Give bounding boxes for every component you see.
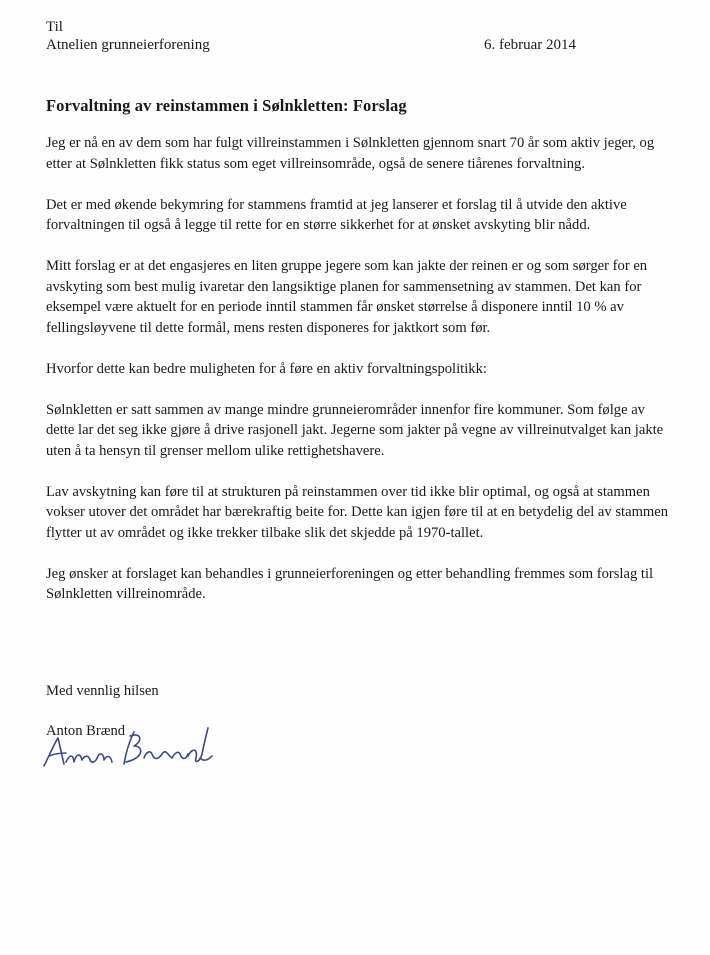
recipient: Atnelien grunneierforening [46, 37, 210, 53]
paragraph: Jeg er nå en av dem som har fulgt villreinstammen i Sølnkletten gjennom snart 70 år som aktiv jeger, og etter at Sølnkletten fikk status som eget villreinsområde, også de senere tiårenes forvaltning. [46, 135, 655, 172]
closing: Med vennlig hilsen [46, 683, 159, 699]
handwritten-signature [40, 718, 220, 778]
to-label: Til [46, 19, 63, 35]
paragraph: Mitt forslag er at det engasjeres en liten gruppe jegere som kan jakte der reinen er og som sørger for en avskyting som best mulig ivaretar den langsiktige planen for sammensetning av stammen. Det kan for eksempel være aktuelt for en periode inntil stammen får ønsket størrelse å disponere inntil 10 % av fellingsløyvene til dette formål, mens resten disponeres for jaktkort som før. [46, 258, 648, 336]
paragraph: Det er med økende bekymring for stammens framtid at jeg lanserer et forslag til å utvide den aktive forvaltningen til også å legge til rette for en større sikkerhet for at ønsket avskyting blir nådd. [46, 196, 627, 233]
letter-body [46, 133, 676, 625]
signer-name: Anton Brænd [46, 723, 126, 739]
paragraph: Hvorfor dette kan bedre muligheten for å føre en aktiv forvaltningspolitikk: [46, 360, 487, 377]
paragraph: Sølnkletten er satt sammen av mange mindre grunneierområder innenfor fire kommuner. Som følge av dette lar det seg ikke gjøre å drive rasjonell jakt. Jegerne som jakter på vegne av villreinutvalget kan jakte uten å ta hensyn til grenser mellom ulike rettighetshavere. [46, 401, 664, 459]
paragraph: Jeg ønsker at forslaget kan behandles i grunneierforeningen og etter behandling fremmes som forslag til Sølnkletten villreinområde. [46, 565, 654, 602]
letter-date: 6. februar 2014 [484, 37, 577, 53]
letter-title: Forvaltning av reinstammen i Sølnkletten: Forslag [46, 96, 407, 115]
paragraph: Lav avskytning kan føre til at strukturen på reinstammen over tid ikke blir optimal, og også at stammen vokser utover det området har bærekraftig beite for. Dette kan igjen føre til at en betydelig del av stammen flytter ut av området og ikke trekker tilbake slik det skjedde på 1970-tallet. [46, 483, 669, 541]
